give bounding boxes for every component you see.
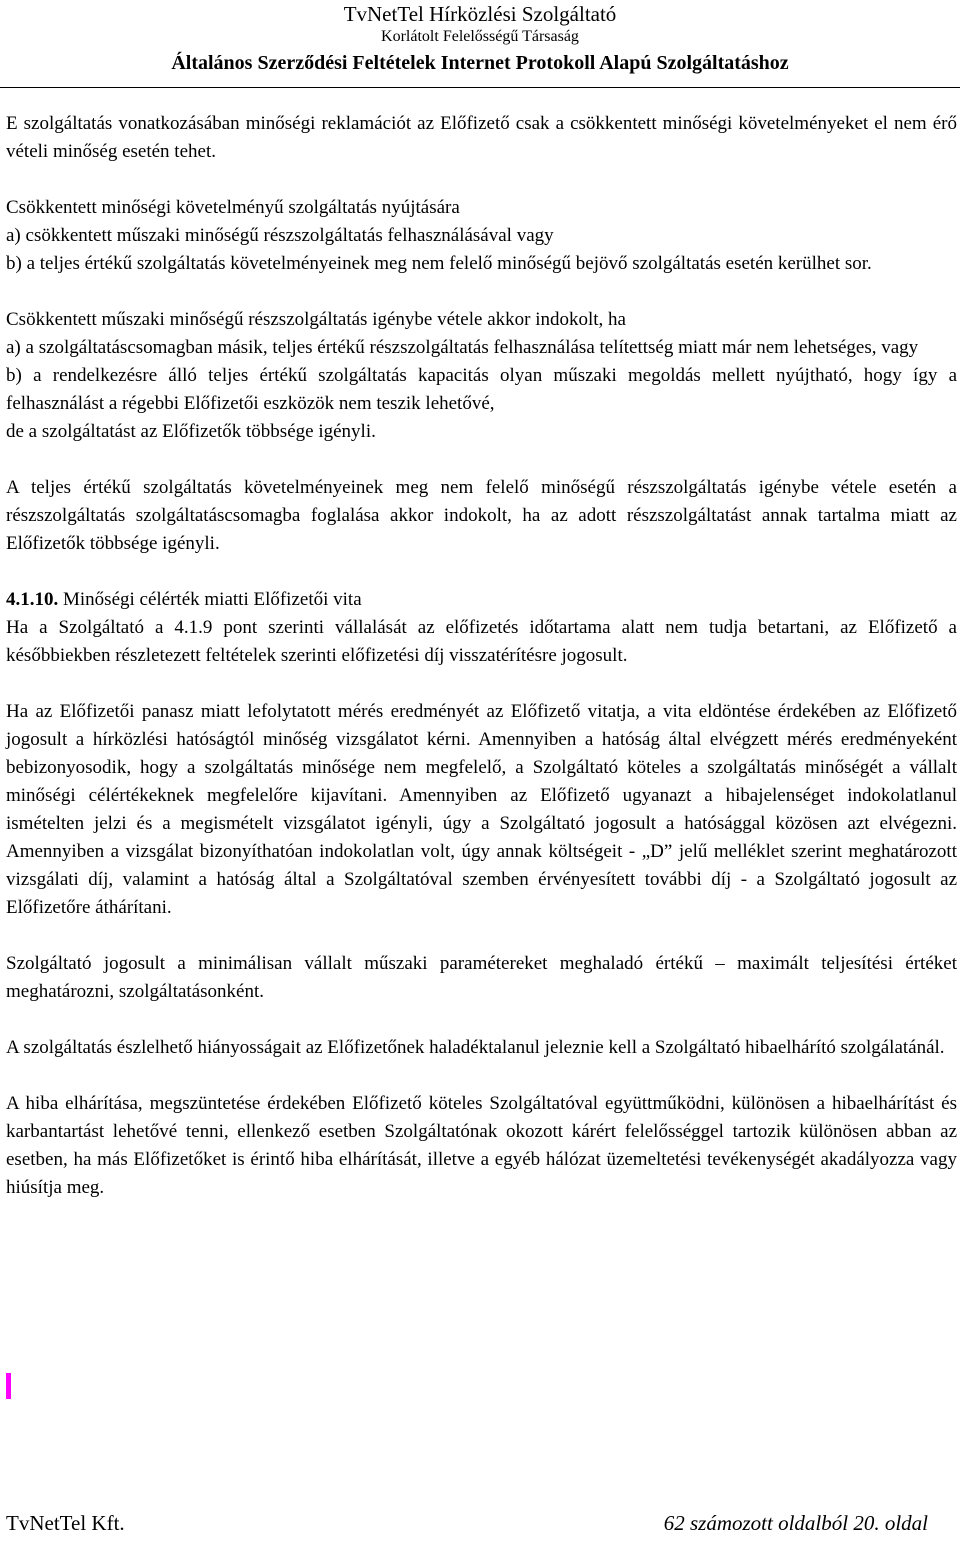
paragraph-csokkentett-intro: Csökkentett minőségi követelményű szolgáltatás nyújtására [6,197,460,218]
footer-company: TvNetTel Kft. [6,1511,125,1535]
document-title: Általános Szerződési Feltételek Internet Protokoll Alapú Szolgáltatáshoz [171,52,789,74]
list-item-a: a) csökkentett műszaki minőségű részszolgáltatás felhasználásával vagy [6,225,554,246]
section-number: 4.1.10. [6,589,59,610]
section-title: Minőségi célérték miatti Előfizetői vita [58,589,362,610]
list-item-b: b) a rendelkezésre álló teljes értékű szolgáltatás kapacitás olyan műszaki megoldás mellett nyújtható, hogy így a felhasználást a régebbi Előfizetői eszközök nem teszik lehetővé, [6,365,957,414]
paragraph-hibaelharitas: A hiba elhárítása, megszüntetése érdekében Előfizető köteles Szolgáltatóval együttműködni, különösen a hibaelhárítást és karbantartást lehetővé tenni, ellenkező esetben Szolgáltatónak okozott kárért felelősséggel tartozik különösen abban az esetben, ha más Előfizetőket is érintő hiba elhárítását, illetve a egyéb hálózat üzemeltetési tevékenységét akadályozza vagy hiúsítja meg. [6,1093,957,1198]
section-heading [6,586,957,614]
paragraph-visszaterites: Ha a Szolgáltató a 4.1.9 pont szerinti vállalását az előfizetés időtartama alatt nem tudja betartani, az Előfizető a későbbiekben részletezett feltételek szerinti előfizetési díj visszatérítésre jogosult. [6,617,957,666]
paragraph-continuation: de a szolgáltatást az Előfizetők többsége igényli. [6,421,376,442]
list-item-a: a) a szolgáltatáscsomagban másik, teljes értékű részszolgáltatás felhasználása telítettség miatt már nem lehetséges, vagy [6,337,919,358]
paragraph-teljes-erteku: A teljes értékű szolgáltatás követelményeinek meg nem felelő minőségű részszolgáltatás igénybe vétele esetén a részszolgáltatás szolgáltatáscsomagba foglalása akkor indokolt, ha az adott részszolgáltatást annak tartalma miatt az Előfizetők többsége igényli. [6,477,957,554]
paragraph-indokolt-intro: Csökkentett műszaki minőségű részszolgáltatás igénybe vétele akkor indokolt, ha [6,309,626,330]
paragraph-maximalt-ertek: Szolgáltató jogosult a minimálisan vállalt műszaki paramétereket meghaladó értékű – maximált teljesítési értéket meghatározni, szolgáltatásonként. [6,953,957,1002]
text-cursor-marker [6,1373,11,1399]
company-subtitle: Korlátolt Felelősségű Társaság [381,28,579,45]
paragraph-hianyossagok: A szolgáltatás észlelhető hiányosságait az Előfizetőnek haladéktalanul jeleznie kell a Szolgáltató hibaelhárító szolgálatánál. [6,1037,945,1058]
list-item-b: b) a teljes értékű szolgáltatás követelményeinek meg nem felelő minőségű bejövő szolgáltatás esetén kerülhet sor. [6,253,872,274]
paragraph-vita: Ha az Előfizetői panasz miatt lefolytatott mérés eredményét az Előfizető vitatja, a vita eldöntése érdekében az Előfizető jogosult a hírközlési hatóságtól minőség vizsgálatot kérni. Amennyiben a hatóság által elvégzett mérés eredményeként bebizonyosodik, hogy a szolgáltatás minősége nem megfelelő, a Szolgáltató köteles a szolgáltatás minőségét a vállalt minőségi célértékeknek megfelelőre kijavítani. Amennyiben az Előfizető ugyanazt a hibajelenséget indokolatlanul ismételten jelzi és a megismételt vizsgálatot igényli, úgy a Szolgáltató jogosult a hatósággal közösen azt elvégezni. Amennyiben a vizsgálat bizonyíthatóan indokolatlan volt, úgy annak költségeit - „D” jelű melléklet szerint meghatározott vizsgálati díj, valamint a hatóság által a Szolgáltatóval szemben érvényesített további díj - a Szolgáltató jogosult az Előfizetőre áthárítani. [6,701,957,918]
paragraph-reklamacio: E szolgáltatás vonatkozásában minőségi reklamációt az Előfizető csak a csökkentett minőségi követelményeket el nem érő vételi minőség esetén tehet. [6,113,957,162]
company-name: TvNetTel Hírközlési Szolgáltató [343,2,617,26]
footer-page-number: 62 számozott oldalból 20. oldal [663,1511,928,1535]
document-body [6,110,957,1202]
header-divider [0,87,960,88]
